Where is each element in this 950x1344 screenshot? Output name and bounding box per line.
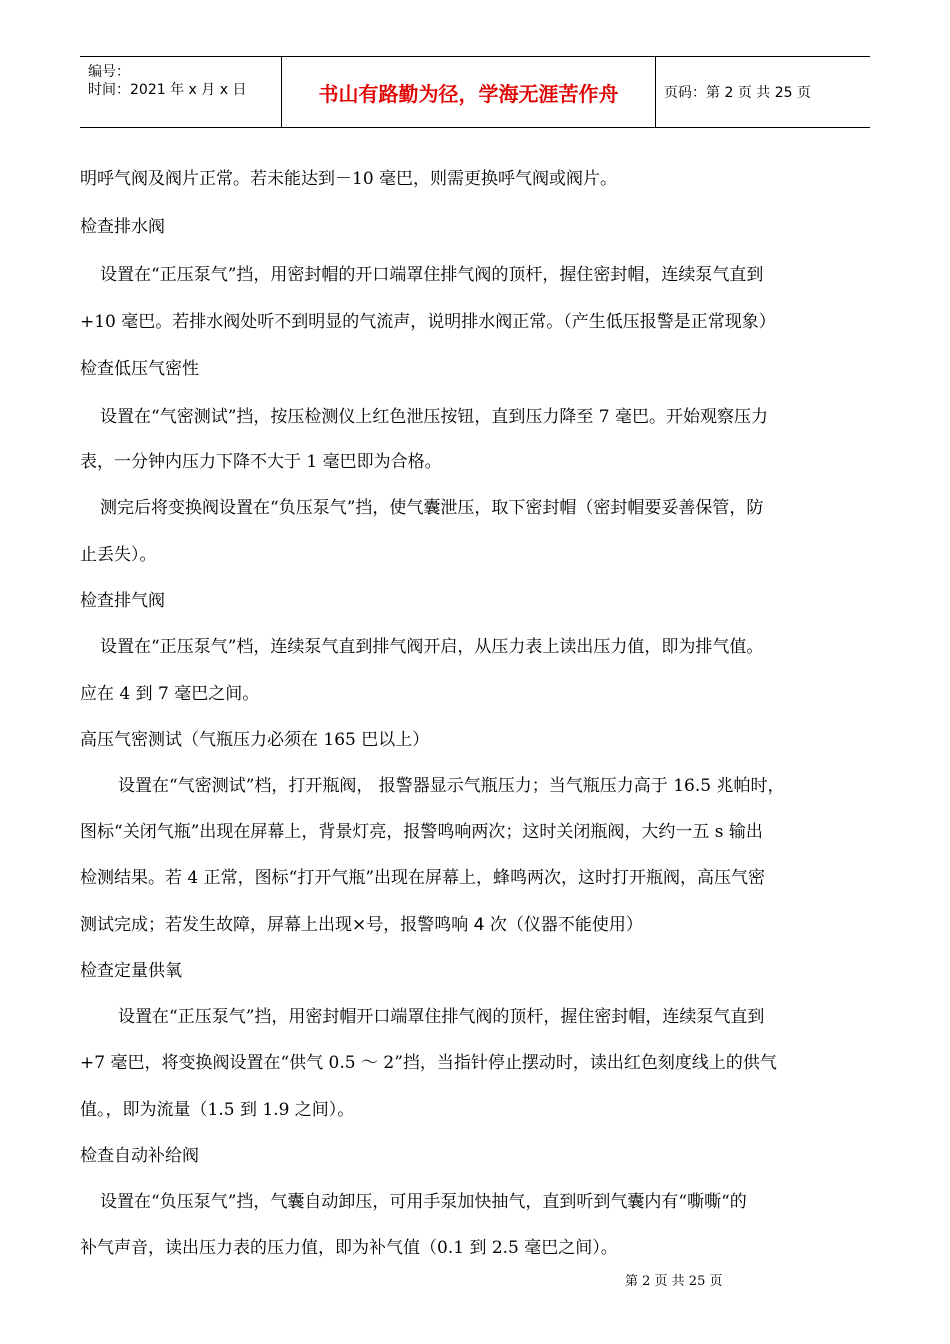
page-footer: 第 2 页 共 25 页	[625, 1274, 723, 1289]
header-meta	[80, 57, 282, 127]
paragraph-line	[80, 910, 880, 935]
paragraph-line: 应在 4 到 7 毫巴之间。	[80, 684, 260, 704]
paragraph-line: 补气声音，读出压力表的压力值，即为补气值（0.1 到 2.5 毫巴之间）。	[80, 1238, 618, 1258]
section-heading-oxygen-supply: 检查定量供氧	[80, 961, 182, 981]
section-heading-exhaust-valve: 检查排气阀	[80, 591, 165, 611]
paragraph-line: 图标“关闭气瓶”出现在屏幕上，背景灯亮，报警鸣响两次；这时关闭瓶阀，大约一五 s 输出	[80, 822, 763, 842]
paragraph-line: 值。，即为流量（1.5 到 1.9 之间）。	[80, 1100, 355, 1120]
document-number-label: 编号：	[88, 64, 130, 80]
paragraph-line: 检测结果。若 4 正常，图标“打开气瓶”出现在屏幕上，蜂鸣两次，这时打开瓶阀，高压气密	[80, 868, 766, 888]
paragraph-line: 设置在“正压泵气”档，连续泵气直到排气阀开启，从压力表上读出压力值，即为排气值。	[100, 637, 764, 657]
paragraph-line: 设置在“正压泵气”挡，用密封帽开口端罩住排气阀的顶杆，握住密封帽，连续泵气直到	[118, 1007, 765, 1027]
paragraph-line: 明呼气阀及阀片正常。若未能达到－10 毫巴，则需更换呼气阀或阀片。	[80, 169, 618, 189]
paragraph-line-part: 测试完成；若发生故障，屏幕上出现	[80, 915, 352, 935]
paragraph-line: 测完后将变换阀设置在“负压泵气”挡，使气囊泄压，取下密封帽（密封帽要妥善保管，防	[100, 498, 764, 518]
paragraph-line: 设置在“气密测试”挡，按压检测仪上红色泄压按钮，直到压力降至 7 毫巴。开始观察压力	[100, 407, 769, 427]
section-heading-high-pressure: 高压气密测试（气瓶压力必须在 165 巴以上）	[80, 730, 430, 750]
section-heading-low-pressure: 检查低压气密性	[80, 359, 199, 379]
header-table	[80, 56, 870, 128]
document-time: 时间：2021 年 x 月 x 日	[88, 82, 247, 98]
paragraph-line: 止丢失）。	[80, 545, 157, 565]
section-heading-drain-valve: 检查排水阀	[80, 217, 165, 237]
paragraph-line: 表，一分钟内压力下降不大于 1 毫巴即为合格。	[80, 452, 442, 472]
header-page-info: 页码：第 2 页 共 25 页	[664, 85, 811, 101]
paragraph-line: +7 毫巴，将变换阀设置在“供气 0.5 ～ 2”挡，当指针停止摆动时，读出红色刻度线上的供气	[80, 1053, 777, 1073]
paragraph-line: 设置在“正压泵气”挡，用密封帽的开口端罩住排气阀的顶杆，握住密封帽，连续泵气直到	[100, 265, 764, 285]
section-heading-auto-supply-valve: 检查自动补给阀	[80, 1146, 199, 1166]
paragraph-line-part-sans: ×号，报警鸣响 4 次（仪器不能使用）	[352, 915, 643, 935]
paragraph-line: +10 毫巴。若排水阀处听不到明显的气流声，说明排水阀正常。（产生低压报警是正常现象）	[80, 312, 776, 332]
paragraph-line: 设置在“负压泵气”挡，气囊自动卸压，可用手泵加快抽气，直到听到气囊内有“嘶嘶“的	[100, 1192, 747, 1212]
header-motto: 书山有路勤为径，学海无涯苦作舟	[282, 57, 656, 127]
paragraph-line: 设置在“气密测试”档，打开瓶阀， 报警器显示气瓶压力；当气瓶压力高于 16.5 兆帕时，	[118, 776, 785, 796]
